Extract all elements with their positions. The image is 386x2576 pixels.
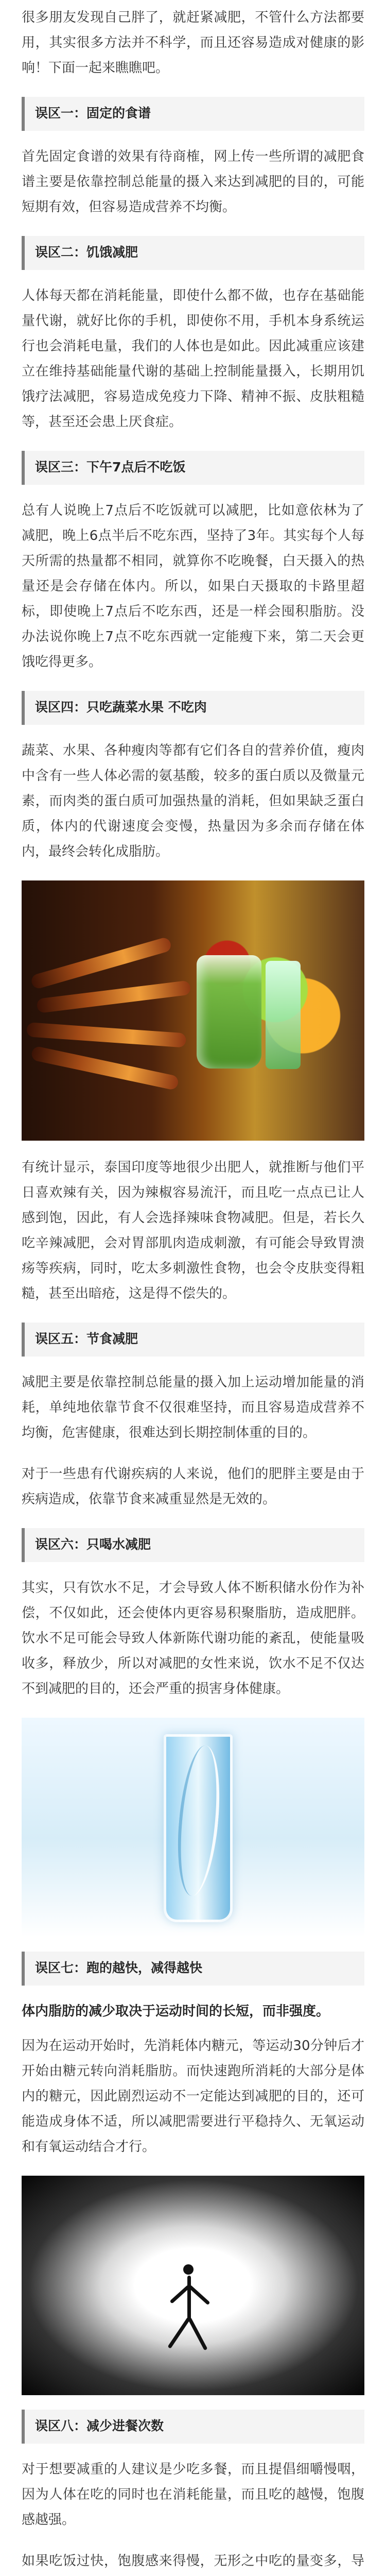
water-image — [22, 1718, 364, 1937]
section-title-3: 误区三：下午7点后不吃饭 — [35, 460, 186, 474]
section-heading-2 — [22, 236, 364, 270]
runner-leg — [187, 2317, 207, 2350]
section-2-paragraph: 人体每天都在消耗能量，即使什么都不做，也存在基础能量代谢，就好比你的手机，即使你不用，手机本身系统运行也会消耗电量，我们的人体也是如此。因此减重应该建立在维持基础能量代谢的基础上控制能量摄入，长期用饥饿疗法减肥，容易造成免疫力下降、精神不振、皮肤粗糙等，甚至还会患上厌食症。 — [22, 288, 364, 430]
section-heading-4 — [22, 691, 364, 725]
section-6-paragraph: 其实，只有饮水不足，才会导致人体不断积储水份作为补偿，不仅如此，还会使体内更容易积聚脂肪，造成肥胖。饮水不足可能会导致人体新陈代谢功能的紊乱，使能量吸收多，释放少，所以对减肥的女性来说，饮水不足不仅达不到减肥的目的，还会严重的损害身体健康。 — [22, 1580, 364, 1697]
food-skewer — [36, 980, 191, 1013]
spicy-food-paragraph: 有统计显示，泰国印度等地很少出肥人，就推断与他们平日喜欢辣有关，因为辣椒容易流汗，而且吃一点点已让人感到饱，因此，有人会选择辣味食物减肥。但是，若长久吃辛辣减肥，会对胃部肌肉造成刺激，有可能会导致胃溃疡等疾病，同时，吃太多刺激性食物，也会令皮肤变得粗糙，甚至出暗疮，这是得不偿失的。 — [22, 1160, 364, 1301]
tunnel-image — [22, 2176, 364, 2395]
food-image — [22, 880, 364, 1141]
section-title-1: 误区一：固定的食谱 — [35, 106, 151, 121]
food-skewer — [26, 1022, 186, 1048]
runner-head — [183, 2264, 194, 2275]
section-5-paragraph-1: 减肥主要是依靠控制总能量的摄入加上运动增加能量的消耗，单纯地依靠节食不仅很难坚持，而且容易造成营养不均衡，危害健康，很难达到长期控制体重的目的。 — [22, 1375, 364, 1440]
section-heading-5 — [22, 1323, 364, 1357]
intro-paragraph: 很多朋友发现自己胖了，就赶紧减肥，不管什么方法都要用，其实很多方法并不科学，而且还容易造成对健康的影响！下面一起来瞧瞧吧。 — [22, 10, 364, 76]
section-heading-8 — [22, 2410, 364, 2444]
section-5-paragraph-2: 对于一些患有代谢疾病的人来说，他们的肥胖主要是由于疾病造成，依靠节食来减重显然是无效的。 — [22, 1466, 364, 1507]
section-title-8: 误区八：减少进餐次数 — [35, 2418, 164, 2433]
section-title-2: 误区二：饥饿减肥 — [35, 245, 138, 260]
section-title-6: 误区六：只喝水减肥 — [35, 1537, 151, 1552]
section-heading-1 — [22, 97, 364, 131]
section-1-paragraph: 首先固定食谱的效果有待商榷，网上传一些所谓的减肥食谱主要是依靠控制总能量的摄入来达到减肥的目的，可能短期有效，但容易造成营养不均衡。 — [22, 149, 364, 215]
section-heading-7 — [22, 1952, 364, 1986]
section-heading-3 — [22, 451, 364, 485]
section-8-paragraph-1: 对于想要减重的人建议是少吃多餐，而且提倡细嚼慢咽，因为人体在吃的同时也在消耗能量，而且吃的越慢，饱腹感越强。 — [22, 2462, 364, 2528]
section-7-paragraph-2: 因为在运动开始时，先消耗体内糖元，等运动30分钟后才开始由糖元转向消耗脂肪。而快速跑所消耗的大部分是体内的糖元，因此剧烈运动不一定能达到减肥的目的，还可能造成身体不适，所以减肥需要进行平稳持久、无氧运动和有氧运动结合才行。 — [22, 2038, 364, 2155]
juice-cup — [197, 955, 261, 1069]
food-skewer — [30, 936, 172, 990]
runner-leg — [167, 2317, 190, 2349]
runner-body — [187, 2276, 191, 2320]
green-glass — [266, 961, 301, 1069]
section-7-paragraph-1: 体内脂肪的减少取决于运动时间的长短，而非强度。 — [22, 2004, 330, 2019]
runner-arm — [188, 2284, 210, 2305]
section-title-7: 误区七：跑的越快，减得越快 — [35, 1960, 203, 1975]
section-title-5: 误区五：节食减肥 — [35, 1331, 138, 1346]
section-heading-6 — [22, 1528, 364, 1562]
section-3-paragraph: 总有人说晚上7点后不吃饭就可以减肥，比如意依林为了减肥，晚上6点半后不吃东西，坚持了3年。其实每个人每天所需的热量都不相同，就算你不吃晚餐，白天摄入的热量还是会存储在体内。所以，如果白天摄取的卡路里超标，即使晚上7点后不吃东西，还是一样会囤积脂肪。没办法说你晚上7点不吃东西就一定能瘦下来，第二天会更饿吃得更多。 — [22, 503, 364, 670]
food-skewer — [30, 1045, 179, 1091]
section-4-paragraph: 蔬菜、水果、各种瘦肉等都有它们各自的营养价值，瘦肉中含有一些人体必需的氨基酸，较多的蛋白质以及微量元素，而肉类的蛋白质可加强热量的消耗，但如果缺乏蛋白质，体内的代谢速度会变慢，热量因为多余而存储在体内，最终会转化成脂肪。 — [22, 743, 364, 859]
section-title-4: 误区四：只吃蔬菜水果 不吃肉 — [35, 700, 207, 715]
section-8-paragraph-2: 如果吃饭过快，饱腹感来得慢，无形之中吃的量变多，导 — [22, 2553, 364, 2569]
